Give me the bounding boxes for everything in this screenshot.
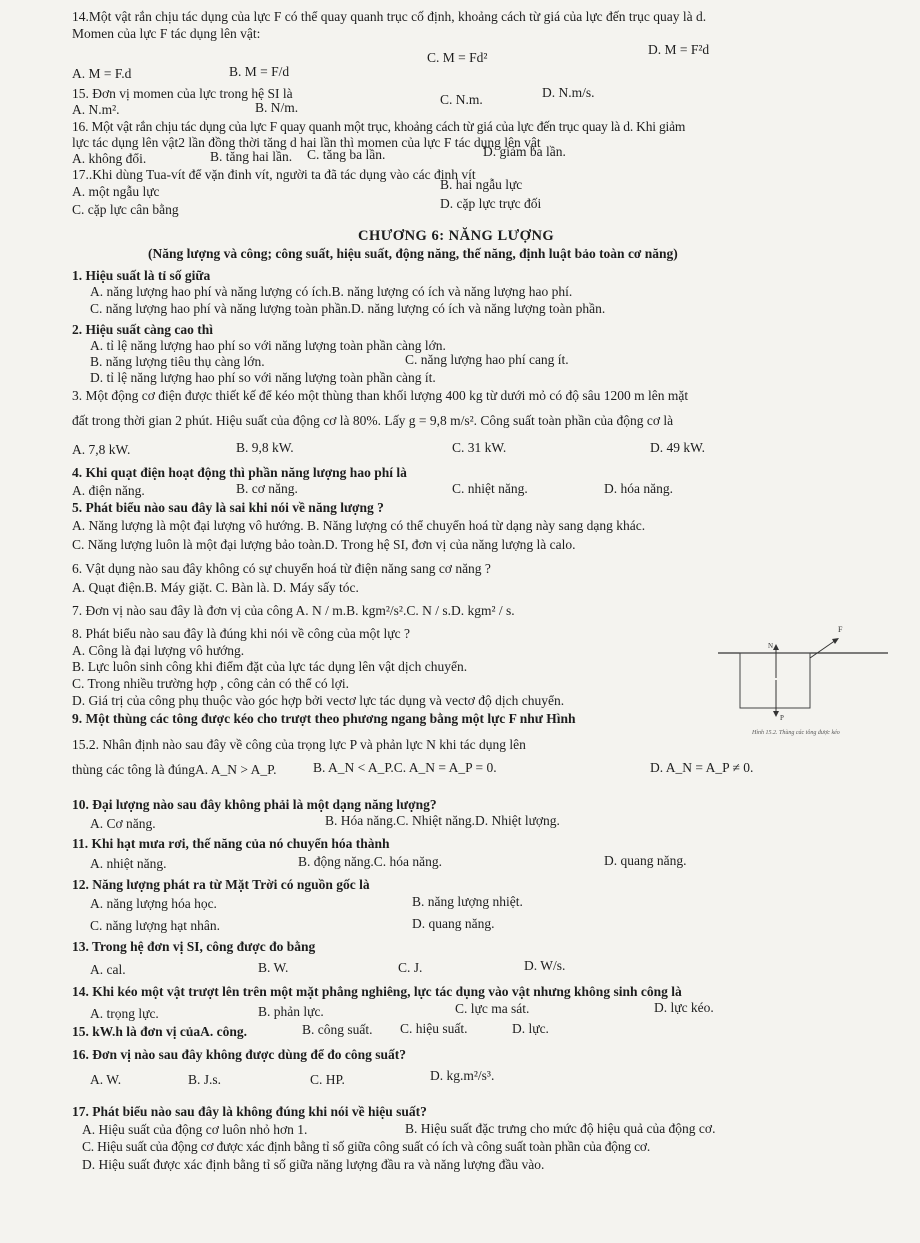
c6-q7-stem: 7. Đơn vị nào sau đây là đơn vị của công A. N / m.B. kgm²/s².C. N / s.D. kgm² / s. [72,603,515,618]
c6-q4-option-d: D. hóa năng. [604,481,673,496]
c6-q16-option-a: A. W. [90,1072,122,1087]
c6-q16-stem: 16. Đơn vị nào sau đây không được dùng để đo công suất? [72,1047,407,1062]
q15-option-a: A. N.m². [72,102,120,117]
c6-q2-stem: 2. Hiệu suất càng cao thì [72,322,214,337]
q15-stem: 15. Đơn vị momen của lực trong hệ SI là [72,86,293,101]
c6-q5-options-ab: A. Năng lượng là một đại lượng vô hướng. B. Năng lượng có thể chuyển hoá từ dạng này sang dạng khác. [72,518,646,533]
q17-stem: 17..Khi dùng Tua-vít để vặn đinh vít, người ta đã tác dụng vào các đinh vít [72,167,476,182]
c6-q11-options-bc: B. động năng.C. hóa năng. [298,854,442,869]
c6-q8-option-d: D. Giá trị của công phụ thuộc vào góc hợp bởi vectơ lực tác dụng và vectơ độ dịch chuyển. [72,693,565,708]
c6-q2-option-a: A. tỉ lệ năng lượng hao phí so với năng lượng toàn phần càng lớn. [90,338,446,353]
q14-option-a: A. M = F.d [72,66,132,81]
c6-q2-option-d: D. tỉ lệ năng lượng hao phí so với năng lượng toàn phần càng ít. [90,370,436,385]
c6-q13-stem: 13. Trong hệ đơn vị SI, công được đo bằng [72,939,316,954]
c6-q8-option-b: B. Lực luôn sinh công khi điểm đặt của lực tác dụng lên vật dịch chuyển. [72,659,468,674]
c6-q15-option-c: C. hiệu suất. [400,1021,468,1036]
c6-q3-option-a: A. 7,8 kW. [72,442,131,457]
c6-q4-stem: 4. Khi quạt điện hoạt động thì phần năng lượng hao phí là [72,465,407,480]
c6-q1-options-ab: A. năng lượng hao phí và năng lượng có ích.B. năng lượng có ích và năng lượng hao phí. [90,284,573,299]
c6-q6-options: A. Quạt điện.B. Máy giặt. C. Bàn là. D. Máy sấy tóc. [72,580,359,595]
c6-q14-stem: 14. Khi kéo một vật trượt lên trên một mặt phẳng nghiêng, lực tác dụng vào vật nhưng không sinh công là [72,984,682,999]
q17-option-d: D. cặp lực trực đối [440,196,542,211]
figure-label-p: P [780,714,784,722]
q17-option-b: B. hai ngẫu lực [440,177,523,192]
c6-q5-options-cd: C. Năng lượng luôn là một đại lượng bảo toàn.D. Trong hệ SI, đơn vị của năng lượng là calo. [72,537,576,552]
c6-q14-option-c: C. lực ma sát. [455,1001,530,1016]
c6-q3-option-d: D. 49 kW. [650,440,706,455]
c6-q16-option-d: D. kg.m²/s³. [430,1068,495,1083]
c6-q12-option-b: B. năng lượng nhiệt. [412,894,523,909]
figure-caption: Hình 15.2. Thùng các tông được kéo [752,730,840,736]
c6-q11-option-a: A. nhiệt năng. [90,856,167,871]
chapter-subtitle: (Năng lượng và công; công suất, hiệu suất, động năng, thế năng, định luật bảo toàn cơ năng) [148,246,678,261]
c6-q17-option-d: D. Hiệu suất được xác định bằng tỉ số giữa năng lượng đầu ra và năng lượng đầu vào. [82,1157,545,1172]
q14-stem: 14.Một vật rắn chịu tác dụng của lực F có thể quay quanh trục cố định, khoảng cách từ giá của lực đến trục quay là d. [72,9,707,24]
c6-q9-option-d: D. A_N = A_P ≠ 0. [650,760,754,775]
q17-option-c: C. cặp lực cân bằng [72,202,179,217]
c6-q16-option-c: C. HP. [310,1072,345,1087]
c6-q3-stem-cont: đất trong thời gian 2 phút. Hiệu suất của động cơ là 80%. Lấy g = 9,8 m/s². Công suất toàn phần của động cơ là [72,413,674,428]
q16-option-b: B. tăng hai lần. [210,149,293,164]
c6-q13-option-c: C. J. [398,960,423,975]
c6-q1-stem: 1. Hiệu suất là tỉ số giữa [72,268,211,283]
c6-q2-option-c: C. năng lượng hao phí cang ít. [405,352,569,367]
c6-q14-option-b: B. phản lực. [258,1004,324,1019]
c6-q8-option-a: A. Công là đại lượng vô hướng. [72,643,245,658]
c6-q17-option-a: A. Hiệu suất của động cơ luôn nhỏ hơn 1. [82,1122,308,1137]
q15-option-b: B. N/m. [255,100,299,115]
q15-option-d: D. N.m/s. [542,85,595,100]
c6-q17-option-b: B. Hiệu suất đặc trưng cho mức độ hiệu quả của động cơ. [405,1121,716,1136]
q14-option-c: C. M = Fd² [427,50,488,65]
c6-q4-option-c: C. nhiệt năng. [452,481,528,496]
q15-option-c: C. N.m. [440,92,483,107]
q16-option-c: C. tăng ba lần. [307,147,386,162]
q16-stem-cont: lực tác dụng lên vật2 lần đồng thời tăng d hai lần thì momen của lực F tác dụng lên vật [72,135,541,150]
q16-stem: 16. Một vật rắn chịu tác dụng của lực F quay quanh một trục, khoảng cách từ giá của lực đến trục quay là d. Khi giảm [72,119,686,134]
c6-q14-option-a: A. trọng lực. [90,1006,159,1021]
c6-q4-option-b: B. cơ năng. [236,481,298,496]
c6-q9-option-a: thùng các tông là đúngA. A_N > A_P. [72,762,277,777]
c6-q12-stem: 12. Năng lượng phát ra từ Mặt Trời có nguồn gốc là [72,877,370,892]
c6-q12-option-a: A. năng lượng hóa học. [90,896,217,911]
c6-q16-option-b: B. J.s. [188,1072,222,1087]
c6-q8-stem: 8. Phát biểu nào sau đây là đúng khi nói về công của một lực ? [72,626,410,641]
c6-q17-option-c: C. Hiệu suất của động cơ được xác định bằng tỉ số giữa công suất có ích và công suất toàn phần của động cơ. [82,1139,650,1154]
c6-q15-option-b: B. công suất. [302,1022,373,1037]
c6-q11-stem: 11. Khi hạt mưa rơi, thế năng của nó chuyển hóa thành [72,836,390,851]
q14-option-d: D. M = F²d [648,42,710,57]
c6-q3-option-b: B. 9,8 kW. [236,440,294,455]
q17-option-a: A. một ngẫu lực [72,184,160,199]
c6-q13-option-a: A. cal. [90,962,126,977]
c6-q15-stem: 15. kW.h là đơn vị củaA. công. [72,1024,248,1039]
c6-q9-stem: 9. Một thùng các tông được kéo cho trượt theo phương ngang bằng một lực F như Hình [72,711,576,726]
c6-q12-option-c: C. năng lượng hạt nhân. [90,918,220,933]
c6-q10-stem: 10. Đại lượng nào sau đây không phải là một dạng năng lượng? [72,797,437,812]
c6-q13-option-b: B. W. [258,960,289,975]
c6-q9-stem-cont: 15.2. Nhân định nào sau đây về công của trọng lực P và phản lực N khi tác dụng lên [72,737,526,752]
c6-q11-option-d: D. quang năng. [604,853,687,868]
figure-box [740,653,810,708]
c6-q8-option-c: C. Trong nhiều trường hợp , công cản có thể có lợi. [72,676,349,691]
c6-q17-stem: 17. Phát biểu nào sau đây là không đúng khi nói về hiệu suất? [72,1104,427,1119]
c6-q9-options-bc: B. A_N < A_P.C. A_N = A_P = 0. [313,760,497,775]
c6-q6-stem: 6. Vật dụng nào sau đây không có sự chuyển hoá từ điện năng sang cơ năng ? [72,561,491,576]
c6-q14-option-d: D. lực kéo. [654,1000,714,1015]
figure-force-arrow [810,640,836,658]
chapter-title: CHƯƠNG 6: NĂNG LƯỢNG [358,228,555,244]
c6-q2-option-b: B. năng lượng tiêu thụ càng lớn. [90,354,265,369]
c6-q5-stem: 5. Phát biểu nào sau đây là sai khi nói về năng lượng ? [72,500,384,515]
c6-q4-option-a: A. điện năng. [72,483,145,498]
c6-q12-option-d: D. quang năng. [412,916,495,931]
c6-q3-option-c: C. 31 kW. [452,440,507,455]
figure-box-pulled [718,618,898,728]
q16-option-d: D. giảm ba lần. [483,144,566,159]
q14-stem-cont: Momen của lực F tác dụng lên vật: [72,26,261,41]
c6-q13-option-d: D. W/s. [524,958,566,973]
c6-q3-stem: 3. Một động cơ điện được thiết kế để kéo một thùng than khối lượng 400 kg từ dưới mỏ có độ sâu 1200 m lên mặt [72,388,689,403]
c6-q1-options-cd: C. năng lượng hao phí và năng lượng toàn phần.D. năng lượng có ích và năng lượng toàn phần. [90,301,606,316]
q16-option-a: A. không đổi. [72,151,147,166]
c6-q15-option-d: D. lực. [512,1021,549,1036]
q14-option-b: B. M = F/d [229,64,290,79]
c6-q10-option-a: A. Cơ năng. [90,816,156,831]
figure-label-n: N [768,642,774,650]
c6-q10-options-bcd: B. Hóa năng.C. Nhiệt năng.D. Nhiệt lượng. [325,813,560,828]
figure-label-f: F [838,625,843,634]
